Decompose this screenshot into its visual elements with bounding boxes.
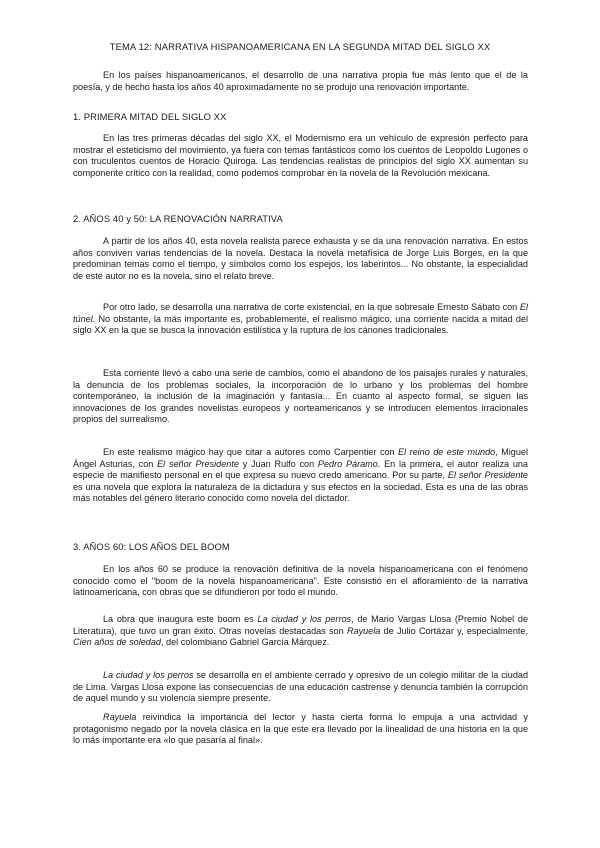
section-2-paragraph-3: Esta corriente llevó a cabo una serie de cambios, como el abandono de los paisajes rurales y naturales, la denuncia de los problemas sociales, la incorporación de lo urbano y los problemas del hombre contemporáneo, la inclusión de la imaginación y fantasía... En cuanto al aspecto formal, se siguen las innovaciones de los grandes novelistas europeos y norteamericanos y se introducen elementos irracionales propios del surrealismo.	[73, 368, 528, 424]
text-run: . No obstante, la más importante es, probablemente, el realismo mágico, una corriente nacida a mitad del siglo XX en la que se busca la innovación estilística y la ruptura de los cánones tradicionales.	[73, 313, 528, 335]
book-title: La ciudad y los perros	[257, 614, 352, 624]
book-title: Pedro Páramo	[317, 458, 378, 469]
text-run: La obra que inaugura este boom es	[103, 614, 258, 624]
section-3-paragraph-4	[73, 712, 528, 747]
text-run: , Miguel Ángel Asturias, con	[73, 447, 528, 469]
section-1-paragraph-1: En las tres primeras décadas del siglo XX, el Modernismo era un vehículo de expresión perfecto para mostrar el esteticismo del movimiento, ya fuera con temas fantásticos como los cuentos de Leopoldo Lugones o con truculentos cuentos de Horacio Quiroga. Las tendencias realistas de principios del siglo XX aumentan su componente crítico con la realidad, como podemos comprobar en la novela de la Revolución mexicana.	[73, 133, 528, 178]
text-run: se desarrolla en el ambiente cerrado y opresivo de un colegio militar de la ciudad de Lima. Vargas Llosa expone las consecuencias de una educación castrense y denuncia también la corrupción de aquel mundo y su violencia siempre presente.	[73, 670, 529, 703]
section-2-heading: 2. AÑOS 40 y 50: LA RENOVACIÓN NARRATIVA	[73, 213, 283, 224]
text-run: En este realismo mágico hay que citar a autores como Carpentier con	[103, 447, 399, 457]
book-title: Rayuela	[346, 625, 381, 636]
book-title: El túnel	[73, 302, 528, 324]
text-run: es una novela que explora la naturaleza de la dictadura y sus efectos en la sociedad. Esta es una de las obras más notables del género literario conocido como novela del dictador.	[73, 481, 528, 503]
book-title: El reino de este mundo	[398, 447, 496, 457]
section-3-paragraph-1: En los años 60 se produce la renovación definitiva de la novela hispanoamericana con el fenómeno conocido como el "boom de la novela hispanoamericana". Este consistió en el afloramiento de la narrativa latinoamericana, con obras que se difundieron por todo el mundo.	[73, 564, 528, 597]
text-run: de Julio Cortázar y, especialmente,	[380, 625, 528, 636]
book-title: El señor Presidente	[157, 458, 239, 469]
text-run: Por otro lado, se desarrolla una narrativa de corte existencial, en la que sobresale Ernesto Sábato con	[103, 302, 520, 312]
text-run: , de Mario Vargas Llosa (Premio Nobel de Literatura), que tuvo un gran éxito. Otras novelas destacadas son	[73, 614, 529, 636]
book-title: Cien años de soledad	[73, 637, 161, 647]
book-title: La ciudad y los perros	[103, 670, 194, 680]
text-run: . En la primera, el autor realiza una especie de manifiesto personal en el que expresa su nuevo credo americano. Por su parte,	[73, 458, 528, 480]
section-2-paragraph-4	[73, 447, 528, 505]
section-1-heading: 1. PRIMERA MITAD DEL SIGLO XX	[73, 111, 227, 122]
document-title: TEMA 12: NARRATIVA HISPANOAMERICANA EN LA SEGUNDA MITAD DEL SIGLO XX	[109, 41, 491, 52]
book-title: Rayuela	[103, 712, 137, 722]
text-run: reivindica la importancia del lector y hasta cierta forma lo empuja a una actividad y protagonismo negado por la novela clásica en la que este era llevado por la linealidad de una historia en la que lo más importante era «lo que pasaría al final».	[73, 712, 528, 745]
section-2-paragraph-1: A partir de los años 40, esta novela realista parece exhausta y se da una renovación narrativa. En estos años conviven varias tendencias de la novela. Destaca la novela metafísica de Jorge Luis Borges, en la que predominan temas como el tiempo, y símbolos como los espejos, los laberintos... No obstante, la especialidad de este autor no es la novela, sino el relato breve.	[73, 236, 528, 281]
intro-paragraph: En los países hispanoamericanos, el desarrollo de una narrativa propia fue más lento que el de la poesía, y de hecho hasta los años 40 aproximadamente no se produjo una renovación importante.	[73, 70, 528, 92]
section-2-paragraph-2	[73, 302, 528, 337]
section-3-paragraph-3	[73, 670, 528, 705]
book-title: El señor Presidente	[447, 470, 528, 480]
section-3-paragraph-2	[73, 614, 528, 649]
text-run: , del colombiano Gabriel García Márquez.	[160, 637, 330, 647]
text-run: y Juan Rulfo con	[238, 458, 318, 469]
section-3-heading: 3. AÑOS 60: LOS AÑOS DEL BOOM	[73, 541, 230, 552]
